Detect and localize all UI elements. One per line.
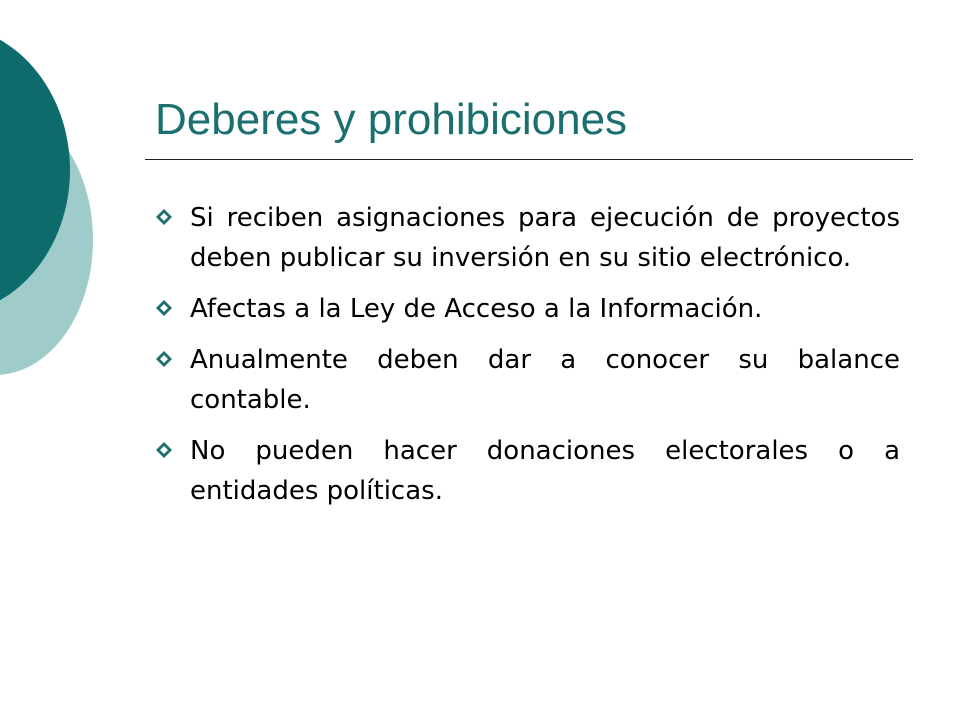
diamond-outline-icon — [155, 208, 173, 226]
bullet-text: No pueden hacer donaciones electorales o a entidades políticas. — [190, 436, 900, 506]
slide-title: Deberes y prohibiciones — [155, 95, 628, 144]
bullet-item — [155, 289, 900, 329]
bullet-item — [155, 431, 900, 511]
bullet-item — [155, 198, 900, 278]
bullet-item — [155, 340, 900, 420]
diamond-outline-icon — [155, 350, 173, 368]
title-divider — [145, 159, 913, 160]
bullet-text: Anualmente deben dar a conocer su balance contable. — [190, 345, 900, 415]
bullet-text: Afectas a la Ley de Acceso a la Información. — [190, 294, 763, 324]
bullet-text: Si reciben asignaciones para ejecución de proyectos deben publicar su inversión en su sitio electrónico. — [190, 203, 900, 273]
decorative-circles — [0, 0, 120, 400]
diamond-outline-icon — [155, 441, 173, 459]
diamond-outline-icon — [155, 299, 173, 317]
bullet-list — [155, 198, 900, 522]
